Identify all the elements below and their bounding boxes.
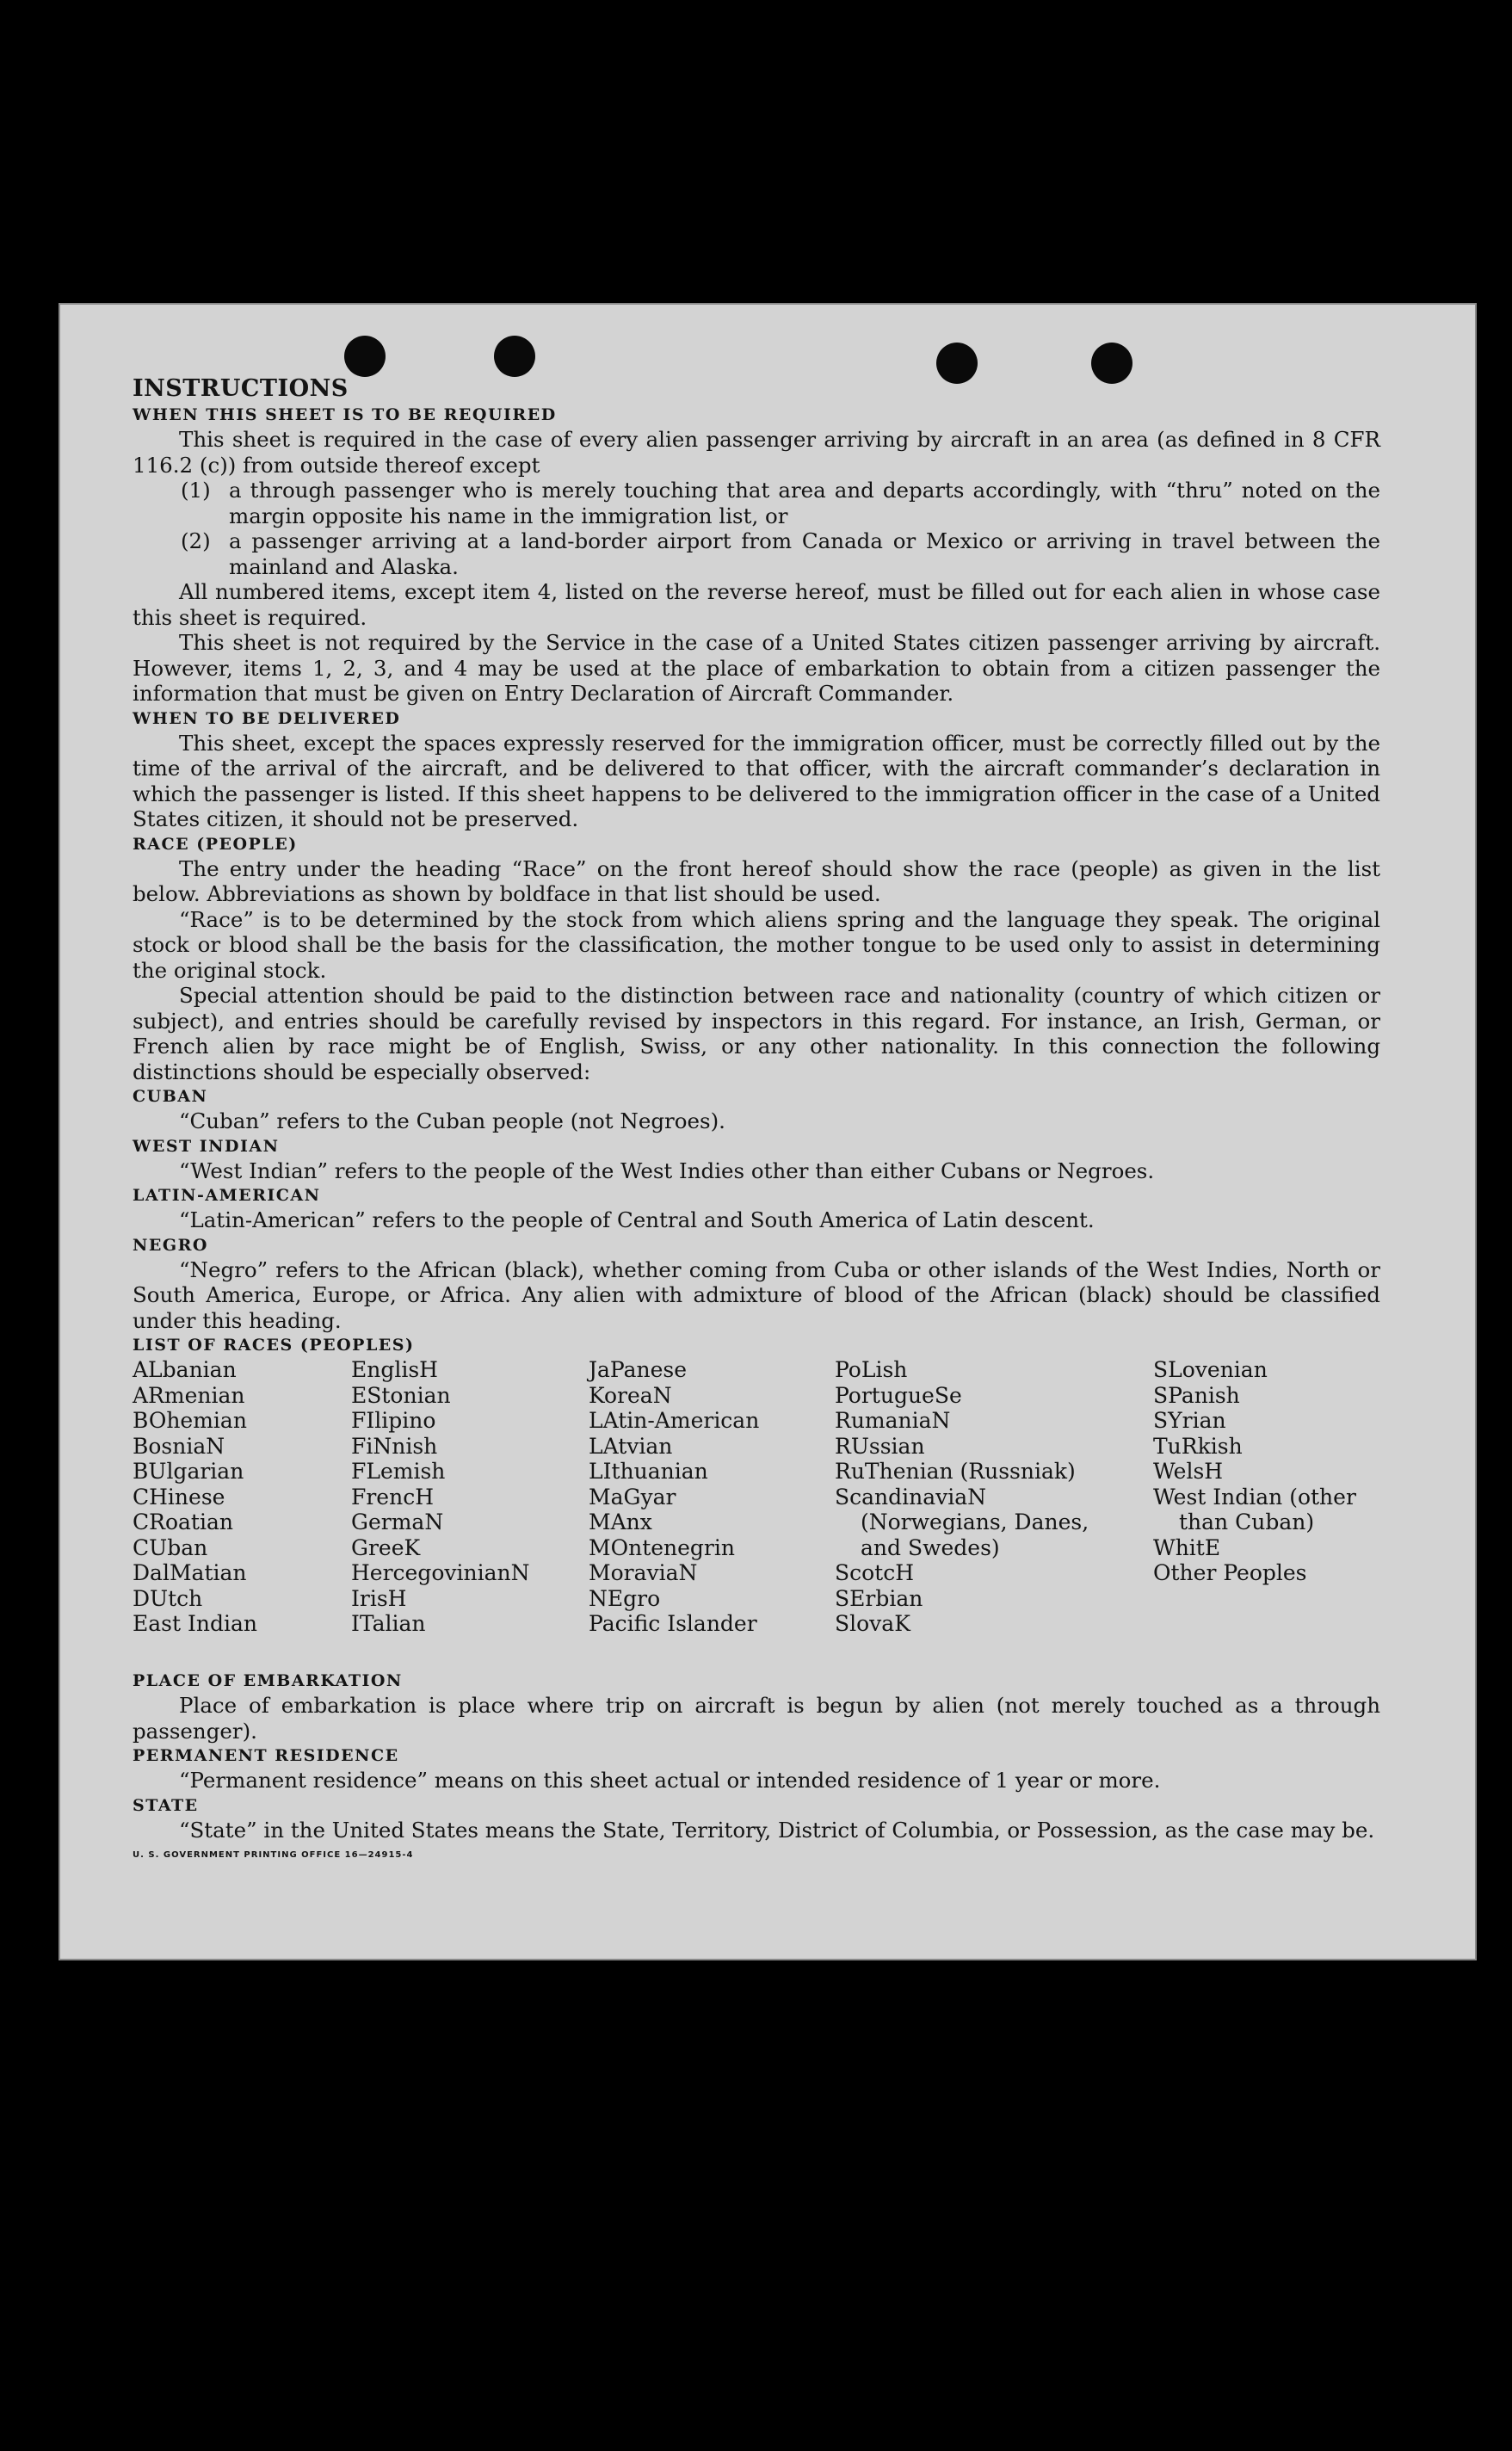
race-item: ScandinaviaN (Norwegians, Danes, and Swedes): [835, 1484, 1089, 1560]
race-item: MAnx: [589, 1509, 652, 1534]
numbered-item: [181, 478, 1380, 528]
page-title: INSTRUCTIONS: [133, 375, 349, 402]
paragraph: This sheet, except the spaces expressly reserved for the immigration officer, must be correctly filled out by the time of the arrival of the aircraft, and be delivered to that officer, with the aircraft commander’s declaration in which the passenger is listed. If this sheet happens to be delivered to the immigration officer in the case of a United States citizen, it should not be preserved.: [133, 730, 1380, 831]
race-item: ITalian: [351, 1611, 426, 1636]
paragraph: The entry under the heading “Race” on the front hereof should show the race (people) as given in the list below. Abbreviations as shown by boldface in that list should be used.: [133, 855, 1380, 906]
race-item: Other Peoples: [1153, 1560, 1307, 1585]
race-item: LIthuanian: [589, 1459, 708, 1484]
race-item: FiNnish: [351, 1433, 438, 1459]
race-item: DalMatian: [133, 1560, 247, 1585]
race-item: MaGyar: [589, 1484, 676, 1509]
section-heading: CUBAN: [133, 1087, 208, 1106]
race-item: TuRkish: [1153, 1433, 1243, 1459]
item-number: (2): [181, 528, 211, 553]
section-heading: RACE (PEOPLE): [133, 834, 298, 854]
race-column: [1153, 1357, 1385, 1586]
race-item: BOhemian: [133, 1408, 247, 1433]
race-item: SlovaK: [835, 1611, 910, 1636]
race-item: EnglisH: [351, 1357, 438, 1382]
race-item: BUlgarian: [133, 1459, 244, 1484]
paragraph: “Race” is to be determined by the stock from which aliens spring and the language they speak. The original stock or blood shall be the basis for the classification, the mother tongue to be used only to assist in determining the original stock.: [133, 906, 1380, 983]
race-item: FIlipino: [351, 1408, 436, 1433]
race-item: RuThenian (Russniak): [835, 1459, 1076, 1484]
section-heading: WHEN THIS SHEET IS TO BE REQUIRED: [133, 405, 557, 424]
race-item: DUtch: [133, 1585, 203, 1611]
race-item: SLovenian: [1153, 1357, 1268, 1382]
item-number: (1): [181, 478, 211, 503]
race-item: FLemish: [351, 1459, 446, 1484]
race-item: GreeK: [351, 1534, 421, 1560]
numbered-item: [181, 528, 1380, 579]
paragraph: “Latin-American” refers to the people of Central and South America of Latin descent.: [179, 1207, 1095, 1232]
paragraph: This sheet is not required by the Service in the case of a United States citizen passenger arriving by aircraft. However, items 1, 2, 3, and 4 may be used at the place of embarkation to obtain from a citizen passenger the information that must be given on Entry Declaration of Aircraft Commander.: [133, 630, 1380, 706]
race-item: SErbian: [835, 1585, 923, 1611]
section-heading: WEST INDIAN: [133, 1136, 280, 1156]
section-heading: WHEN TO BE DELIVERED: [133, 708, 401, 728]
race-item: IrisH: [351, 1585, 407, 1611]
paragraph: “West Indian” refers to the people of the West Indies other than either Cubans or Negroes.: [179, 1158, 1155, 1183]
punch-hole: [344, 336, 386, 377]
race-item: MOntenegrin: [589, 1534, 735, 1560]
race-item: LAtin-American: [589, 1408, 760, 1433]
paragraph: “Cuban” refers to the Cuban people (not Negroes).: [179, 1108, 725, 1133]
race-item: RumaniaN: [835, 1408, 951, 1433]
section-heading: NEGRO: [133, 1235, 208, 1255]
section-heading: LATIN-AMERICAN: [133, 1186, 321, 1205]
paragraph: “Permanent residence” means on this sheet actual or intended residence of 1 year or more.: [179, 1768, 1161, 1793]
race-list: [133, 1357, 1380, 1669]
race-item: PoLish: [835, 1357, 908, 1382]
race-item: SYrian: [1153, 1408, 1226, 1433]
item-text: a passenger arriving at a land-border airport from Canada or Mexico or arriving in travel between the mainland and Alaska.: [229, 528, 1380, 579]
race-item: ScotcH: [835, 1560, 915, 1585]
race-item: LAtvian: [589, 1433, 673, 1459]
section-heading: PLACE OF EMBARKATION: [133, 1671, 403, 1690]
race-item: HercegovinianN: [351, 1560, 530, 1585]
race-item: WelsH: [1153, 1459, 1224, 1484]
race-item: GermaN: [351, 1509, 444, 1534]
document-sheet: [59, 303, 1477, 1960]
printer-imprint: U. S. GOVERNMENT PRINTING OFFICE 16—24915-4: [133, 1850, 414, 1860]
race-item: BosniaN: [133, 1433, 225, 1459]
race-item: NEgro: [589, 1585, 661, 1611]
race-column: [133, 1357, 257, 1637]
race-item: JaPanese: [589, 1357, 688, 1382]
section-heading: LIST OF RACES (PEOPLES): [133, 1336, 415, 1355]
race-item: RUssian: [835, 1433, 925, 1459]
paragraph: “State” in the United States means the State, Territory, District of Columbia, or Possession, as the case may be.: [179, 1817, 1375, 1843]
race-column: [589, 1357, 759, 1637]
race-item: West Indian (other than Cuban): [1153, 1484, 1356, 1534]
race-item: SPanish: [1153, 1382, 1240, 1408]
race-column: [351, 1357, 530, 1637]
race-item: MoraviaN: [589, 1560, 698, 1585]
race-item: East Indian: [133, 1611, 257, 1636]
section-heading: STATE: [133, 1795, 199, 1815]
paragraph: Place of embarkation is place where trip on aircraft is begun by alien (not merely touched as a through passenger).: [133, 1693, 1380, 1744]
race-item: Pacific Islander: [589, 1611, 757, 1636]
race-column: [835, 1357, 1093, 1637]
race-item: EStonian: [351, 1382, 451, 1408]
race-item: WhitE: [1153, 1534, 1221, 1560]
punch-hole: [494, 336, 535, 377]
paragraph: This sheet is required in the case of every alien passenger arriving by aircraft in an area (as defined in 8 CFR 116.2 (c)) from outside thereof except: [133, 427, 1380, 478]
race-item: CHinese: [133, 1484, 225, 1509]
paragraph: All numbered items, except item 4, listed on the reverse hereof, must be filled out for each alien in whose case this sheet is required.: [133, 579, 1380, 630]
race-item: FrencH: [351, 1484, 434, 1509]
race-item: CUban: [133, 1534, 208, 1560]
race-item: CRoatian: [133, 1509, 233, 1534]
paragraph: “Negro” refers to the African (black), whether coming from Cuba or other islands of the West Indies, North or South America, Europe, or Africa. Any alien with admixture of blood of the African (black) should be classified under this heading.: [133, 1256, 1380, 1333]
race-item: KoreaN: [589, 1382, 672, 1408]
paragraph: Special attention should be paid to the distinction between race and nationality (country of which citizen or subject), and entries should be carefully revised by inspectors in this regard. For instance, an Irish, German, or French alien by race might be of English, Swiss, or any other nationality. In this connection the following distinctions should be especially observed:: [133, 983, 1380, 1084]
race-item: ALbanian: [133, 1357, 237, 1382]
instructions-text: [133, 375, 1380, 1868]
section-heading: PERMANENT RESIDENCE: [133, 1746, 399, 1765]
race-item: PortugueSe: [835, 1382, 962, 1408]
item-text: a through passenger who is merely touching that area and departs accordingly, with “thru” noted on the margin opposite his name in the immigration list, or: [229, 478, 1380, 528]
race-item: ARmenian: [133, 1382, 245, 1408]
